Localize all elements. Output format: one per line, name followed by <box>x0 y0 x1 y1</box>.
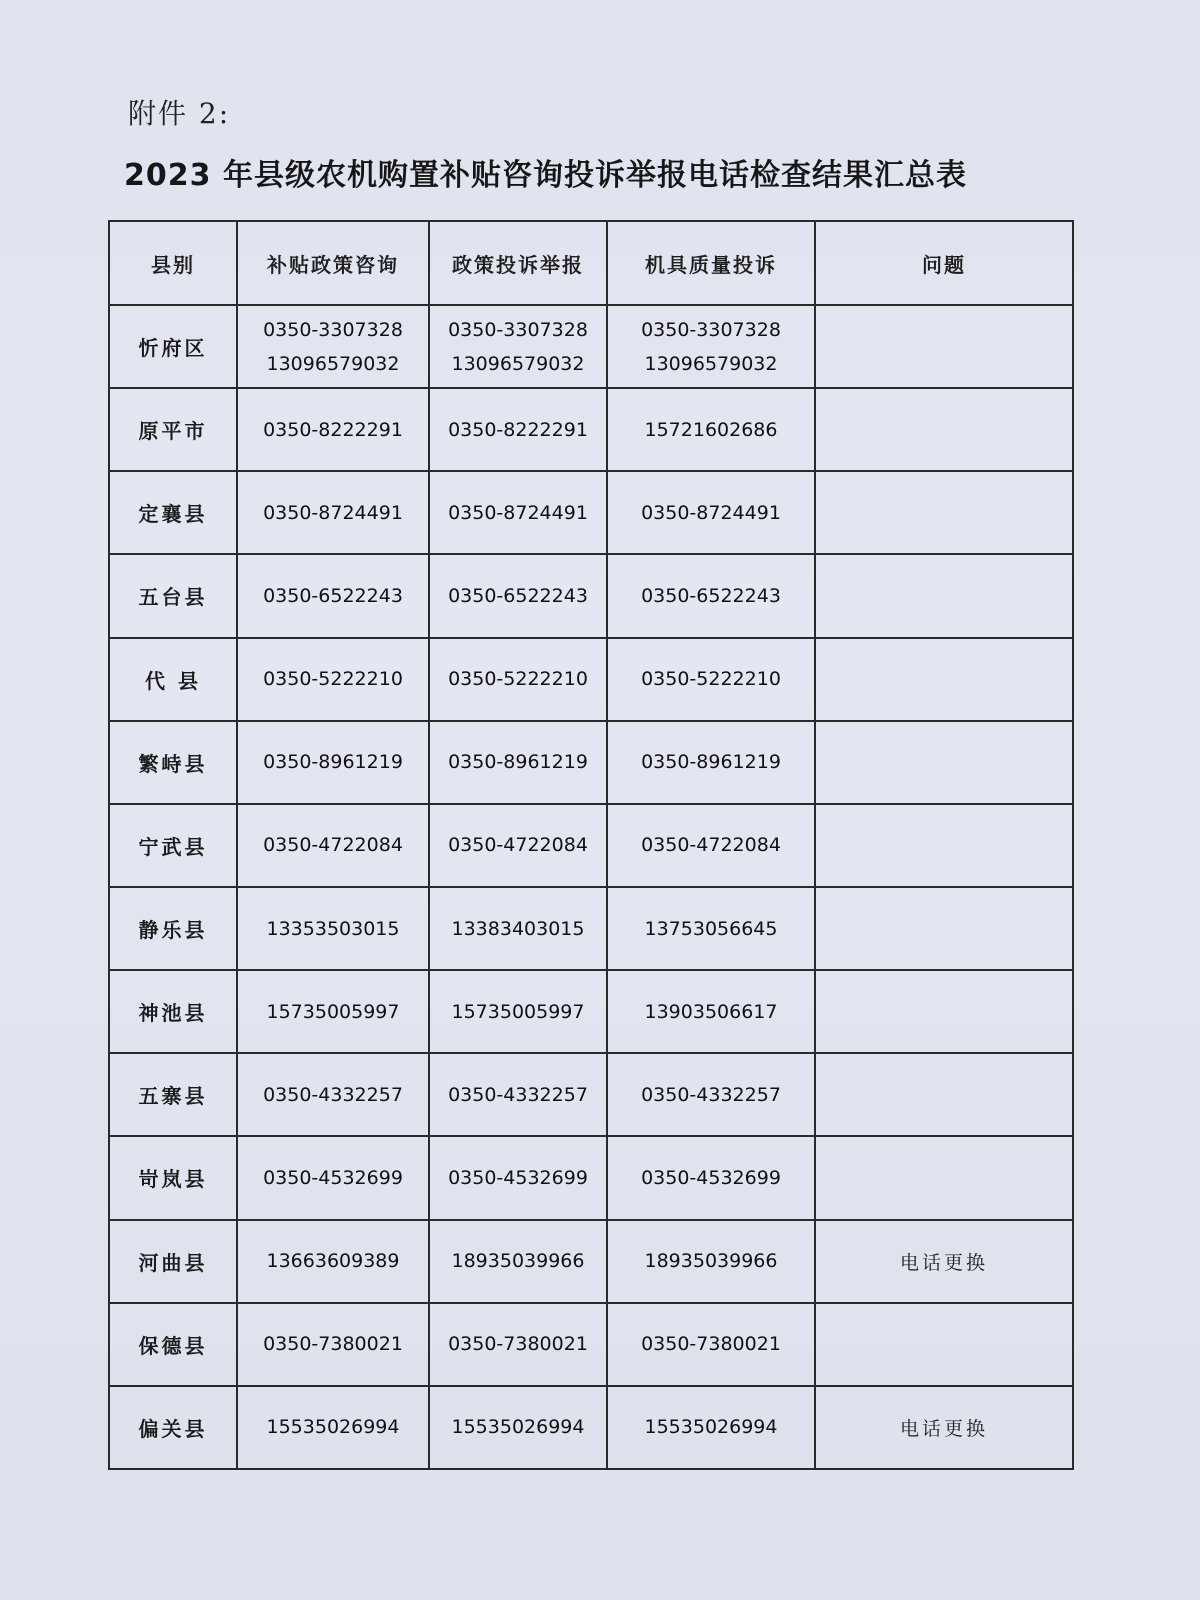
table-row <box>109 721 1073 804</box>
phone-number: 15535026994 <box>266 1416 400 1439</box>
phone-number: 0350-3307328 <box>448 318 588 341</box>
phone-number: 0350-6522243 <box>641 584 781 607</box>
county-cell: 原平市 <box>109 388 237 471</box>
issue-cell <box>815 638 1073 721</box>
issue-cell <box>815 1053 1073 1136</box>
issue-cell <box>815 887 1073 970</box>
consult-phone-cell <box>237 388 429 471</box>
phone-number: 0350-6522243 <box>263 584 403 607</box>
phone-number: 13383403015 <box>451 917 585 940</box>
issue-cell <box>815 471 1073 554</box>
phone-number: 13096579032 <box>644 352 778 375</box>
consult-phone-cell <box>237 1053 429 1136</box>
summary-table <box>108 220 1074 1470</box>
county-cell: 宁武县 <box>109 804 237 887</box>
issue-cell: 电话更换 <box>815 1386 1073 1469</box>
issue-cell <box>815 388 1073 471</box>
phone-number: 15735005997 <box>266 1000 400 1023</box>
phone-number: 0350-8724491 <box>641 501 781 524</box>
table-row <box>109 638 1073 721</box>
phone-number: 0350-8724491 <box>263 501 403 524</box>
report-phone-cell <box>429 471 607 554</box>
phone-number: 0350-4332257 <box>448 1083 588 1106</box>
consult-phone-cell <box>237 638 429 721</box>
quality-phone-cell <box>607 638 815 721</box>
report-phone-cell <box>429 554 607 637</box>
phone-number: 0350-8724491 <box>448 501 588 524</box>
phone-number: 13096579032 <box>451 352 585 375</box>
header-quality-complaint: 机具质量投诉 <box>607 221 815 305</box>
phone-number: 15535026994 <box>644 1416 778 1439</box>
phone-number: 0350-7380021 <box>448 1333 588 1356</box>
quality-phone-cell <box>607 887 815 970</box>
phone-number: 0350-4722084 <box>641 834 781 857</box>
phone-number: 13353503015 <box>266 917 400 940</box>
header-policy-consult: 补贴政策咨询 <box>237 221 429 305</box>
table-row <box>109 1303 1073 1386</box>
issue-cell <box>815 970 1073 1053</box>
report-phone-cell <box>429 887 607 970</box>
quality-phone-cell <box>607 471 815 554</box>
issue-cell <box>815 554 1073 637</box>
quality-phone-cell <box>607 1386 815 1469</box>
county-cell: 静乐县 <box>109 887 237 970</box>
issue-cell <box>815 1303 1073 1386</box>
quality-phone-cell <box>607 721 815 804</box>
phone-number: 15535026994 <box>451 1416 585 1439</box>
phone-number: 0350-4532699 <box>263 1166 403 1189</box>
table-row <box>109 1053 1073 1136</box>
county-cell: 定襄县 <box>109 471 237 554</box>
issue-cell <box>815 804 1073 887</box>
quality-phone-cell <box>607 804 815 887</box>
table-row <box>109 970 1073 1053</box>
county-cell: 五台县 <box>109 554 237 637</box>
phone-number: 0350-4722084 <box>448 834 588 857</box>
consult-phone-cell <box>237 305 429 388</box>
report-phone-cell <box>429 388 607 471</box>
header-county: 县别 <box>109 221 237 305</box>
report-phone-cell <box>429 1220 607 1303</box>
table-row <box>109 1136 1073 1219</box>
phone-number: 0350-4722084 <box>263 834 403 857</box>
quality-phone-cell <box>607 1303 815 1386</box>
phone-number: 13663609389 <box>266 1250 400 1273</box>
phone-number: 0350-5222210 <box>448 668 588 691</box>
report-phone-cell <box>429 1386 607 1469</box>
county-cell: 五寨县 <box>109 1053 237 1136</box>
phone-number: 0350-5222210 <box>641 668 781 691</box>
issue-cell <box>815 1136 1073 1219</box>
consult-phone-cell <box>237 554 429 637</box>
quality-phone-cell <box>607 1053 815 1136</box>
phone-number: 15721602686 <box>644 418 778 441</box>
consult-phone-cell <box>237 804 429 887</box>
phone-number: 0350-7380021 <box>641 1333 781 1356</box>
quality-phone-cell <box>607 1136 815 1219</box>
phone-number: 0350-4332257 <box>641 1083 781 1106</box>
consult-phone-cell <box>237 970 429 1053</box>
report-phone-cell <box>429 1303 607 1386</box>
phone-number: 18935039966 <box>644 1250 778 1273</box>
header-policy-report: 政策投诉举报 <box>429 221 607 305</box>
phone-number: 0350-8961219 <box>641 751 781 774</box>
county-cell: 繁峙县 <box>109 721 237 804</box>
report-phone-cell <box>429 721 607 804</box>
quality-phone-cell <box>607 1220 815 1303</box>
consult-phone-cell <box>237 887 429 970</box>
header-issue: 问题 <box>815 221 1073 305</box>
report-phone-cell <box>429 305 607 388</box>
issue-cell <box>815 721 1073 804</box>
table-row <box>109 305 1073 388</box>
phone-number: 13753056645 <box>644 917 778 940</box>
table-body <box>109 305 1073 1469</box>
phone-number: 18935039966 <box>451 1250 585 1273</box>
report-phone-cell <box>429 1136 607 1219</box>
phone-number: 0350-8961219 <box>448 751 588 774</box>
report-phone-cell <box>429 804 607 887</box>
attachment-label: 附件 2: <box>128 97 231 130</box>
issue-cell <box>815 305 1073 388</box>
phone-number: 0350-4332257 <box>263 1083 403 1106</box>
consult-phone-cell <box>237 1303 429 1386</box>
consult-phone-cell <box>237 471 429 554</box>
consult-phone-cell <box>237 1386 429 1469</box>
phone-number: 0350-7380021 <box>263 1333 403 1356</box>
county-cell: 神池县 <box>109 970 237 1053</box>
phone-number: 13903506617 <box>644 1000 778 1023</box>
quality-phone-cell <box>607 305 815 388</box>
consult-phone-cell <box>237 1220 429 1303</box>
county-cell: 代 县 <box>109 638 237 721</box>
quality-phone-cell <box>607 970 815 1053</box>
report-phone-cell <box>429 970 607 1053</box>
county-cell: 偏关县 <box>109 1386 237 1469</box>
quality-phone-cell <box>607 554 815 637</box>
phone-number: 0350-4532699 <box>448 1166 588 1189</box>
phone-number: 0350-3307328 <box>641 318 781 341</box>
issue-cell: 电话更换 <box>815 1220 1073 1303</box>
county-cell: 忻府区 <box>109 305 237 388</box>
table-row <box>109 1386 1073 1469</box>
phone-number: 13096579032 <box>266 352 400 375</box>
county-cell: 岢岚县 <box>109 1136 237 1219</box>
table-row <box>109 887 1073 970</box>
county-cell: 河曲县 <box>109 1220 237 1303</box>
document-title: 2023 年县级农机购置补贴咨询投诉举报电话检查结果汇总表 <box>124 158 967 193</box>
table-row <box>109 554 1073 637</box>
consult-phone-cell <box>237 1136 429 1219</box>
phone-number: 0350-8222291 <box>448 418 588 441</box>
phone-number: 0350-8961219 <box>263 751 403 774</box>
table-header-row <box>109 221 1073 305</box>
phone-number: 0350-3307328 <box>263 318 403 341</box>
consult-phone-cell <box>237 721 429 804</box>
phone-number: 0350-4532699 <box>641 1166 781 1189</box>
phone-number: 0350-6522243 <box>448 584 588 607</box>
table-row <box>109 804 1073 887</box>
phone-number: 0350-5222210 <box>263 668 403 691</box>
report-phone-cell <box>429 638 607 721</box>
county-cell: 保德县 <box>109 1303 237 1386</box>
table-row <box>109 471 1073 554</box>
phone-number: 0350-8222291 <box>263 418 403 441</box>
table-row <box>109 1220 1073 1303</box>
phone-number: 15735005997 <box>451 1000 585 1023</box>
summary-table-wrapper <box>108 220 1072 1470</box>
report-phone-cell <box>429 1053 607 1136</box>
table-row <box>109 388 1073 471</box>
quality-phone-cell <box>607 388 815 471</box>
